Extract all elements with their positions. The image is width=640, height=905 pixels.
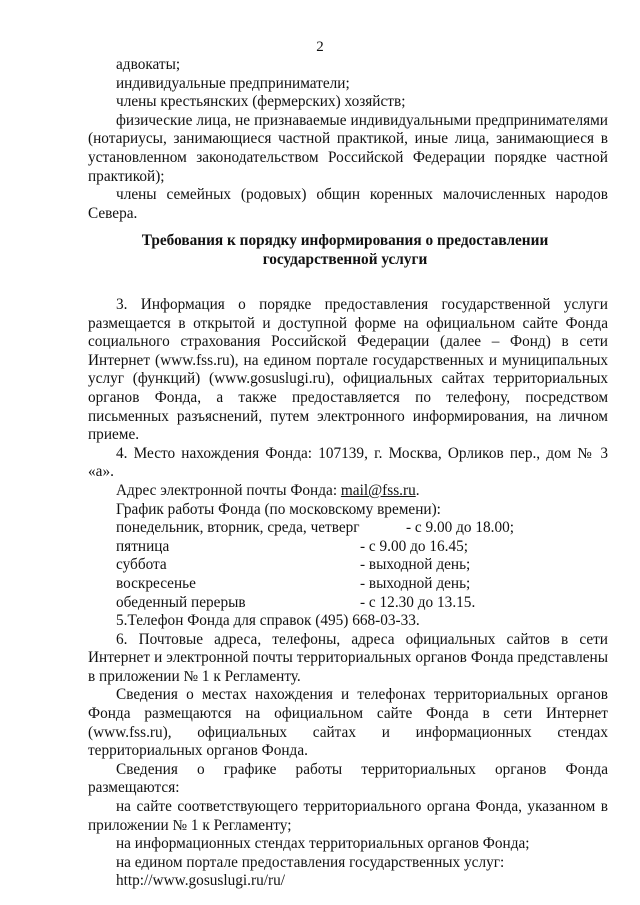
schedule-row (88, 556, 608, 575)
schedule-day: понедельник, вторник, среда, четверг (116, 519, 360, 537)
schedule-time: - с 9.00 до 16.45; (360, 537, 469, 555)
section-heading: Требования к порядку информирования о предоставлении государственной услуги (141, 232, 549, 268)
schedule-day: суббота (116, 556, 167, 574)
paragraph-4: 4. Место нахождения Фонда: 107139, г. Москва, Орликов пер., дом № 3 «а». (88, 444, 608, 481)
list-item: индивидуальные предприниматели; (116, 74, 350, 92)
schedule-day: пятница (116, 537, 170, 555)
list-item: физические лица, не признаваемые индивидуальными предпринимателями (нотариусы, занимающиеся частной практикой, иные лица, занимающиеся в установленном законодательством Российской Федерации порядке частной практикой); (88, 111, 608, 185)
email-line (88, 482, 608, 501)
paragraph-8: Сведения о графике работы территориальных органов Фонда размещаются: (88, 760, 608, 797)
email-label: Адрес электронной почты Фонда: (116, 481, 341, 499)
schedule-day: обеденный перерыв (116, 593, 246, 611)
schedule-time: - выходной день; (360, 574, 471, 592)
list-item: члены семейных (родовых) общин коренных малочисленных народов Севера. (88, 186, 608, 222)
schedule-time: - с 12.30 до 13.15. (360, 593, 476, 611)
schedule-time: - с 9.00 до 18.00; (406, 519, 515, 537)
schedule-row (88, 538, 608, 557)
schedule-title: График работы Фонда (по московскому времени): (116, 500, 441, 518)
list-item: адвокаты; (116, 56, 181, 73)
schedule-day: воскресенье (116, 574, 196, 592)
paragraph-7: Сведения о местах нахождения и телефонах территориальных органов Фонда размещаются на официальном сайте Фонда в сети Интернет (www.fss.ru), официальных сайтах и информационных стендах территориальных органов Фонда. (88, 686, 608, 760)
schedule-time: - выходной день; (360, 556, 471, 574)
email-link[interactable]: mail@fss.ru (340, 481, 416, 499)
schedule-row (88, 594, 608, 613)
paragraph-3: 3. Информация о порядке предоставления государственной услуги размещается в открытой и доступной форме на официальном сайте Фонда социального страхования Российской Федерации (далее – Фонд) в сети Интернет (www.fss.ru), на едином портале государственных и муниципальных услуг (функций) (www.gosuslugi.ru), официальных сайтах территориальных органов Фонда, а также предоставляется по телефону, посредством письменных разъяснений, путем электронного информирования, на личном приеме. (88, 296, 608, 444)
portal-url[interactable]: http://www.gosuslugi.ru/ru/ (116, 872, 285, 890)
paragraph-6: 6. Почтовые адреса, телефоны, адреса официальных сайтов в сети Интернет и электронной почты территориальных органов Фонда представлены в приложении № 1 к Регламенту. (88, 630, 608, 685)
page-number: 2 (316, 39, 324, 55)
top-list (88, 56, 608, 223)
email-end: . (415, 481, 420, 499)
paragraph-9: на сайте соответствующего территориального органа Фонда, указанном в приложении № 1 к Регламенту; (88, 798, 608, 834)
paragraph-10: на информационных стендах территориальных органов Фонда; (116, 835, 530, 853)
schedule-row (88, 575, 608, 594)
paragraph-11: на едином портале предоставления государственных услуг: (116, 853, 505, 871)
list-item: члены крестьянских (фермерских) хозяйств; (116, 93, 406, 111)
main-text (88, 296, 608, 891)
paragraph-5: 5.Телефон Фонда для справок (495) 668-03-33. (116, 612, 420, 630)
schedule-row (88, 519, 608, 538)
